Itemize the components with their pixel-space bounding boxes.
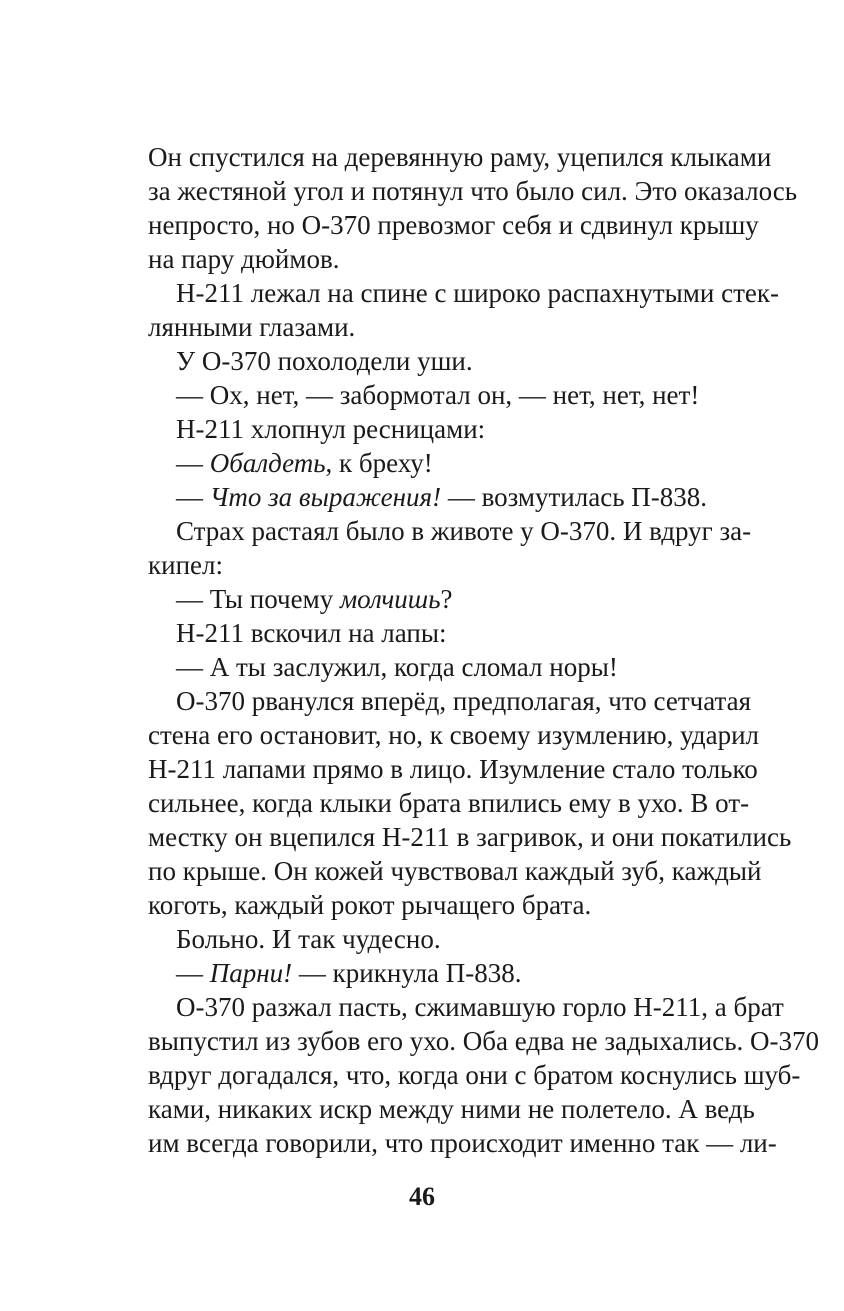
text-segment: лянными глазами. <box>148 312 356 342</box>
text-segment: по крыше. Он кожей чувствовал каждый зуб, каждый <box>148 856 762 886</box>
text-line <box>148 786 750 820</box>
text-segment: выпустил из зубов его ухо. Оба едва не задыхались. О-370 <box>148 1026 819 1056</box>
text-segment: — <box>176 482 210 512</box>
text-line <box>148 140 772 174</box>
italic-text-segment: молчишь <box>339 584 441 614</box>
text-line <box>148 276 779 310</box>
text-segment: — <box>176 958 210 988</box>
text-line <box>148 174 798 208</box>
text-line <box>148 412 485 446</box>
text-segment: Н-211 лежал на спине с широко распахнутыми стек- <box>176 278 779 308</box>
text-line <box>148 480 707 514</box>
text-segment: местку он вцепился Н-211 в загривок, и они покатились <box>148 822 792 852</box>
text-segment: кипел: <box>148 550 223 580</box>
text-segment: коготь, каждый рокот рычащего брата. <box>148 890 592 920</box>
text-line <box>148 514 752 548</box>
text-segment: О-370 рванулся вперёд, предполагая, что сетчатая <box>176 686 752 716</box>
text-line <box>148 208 759 242</box>
text-line <box>148 344 473 378</box>
text-segment: Он спустился на деревянную раму, уцепился клыками <box>148 142 772 172</box>
text-segment: Страх растаял было в животе у О-370. И вдруг за- <box>176 516 752 546</box>
text-line <box>148 446 433 480</box>
text-line <box>148 922 441 956</box>
text-line <box>148 1058 801 1092</box>
text-line <box>148 990 784 1024</box>
italic-text-segment: Парни! <box>209 958 293 988</box>
text-segment: У О-370 похолодели уши. <box>176 346 473 376</box>
text-line <box>148 1024 819 1058</box>
text-segment: — <box>176 448 210 478</box>
text-segment: О-370 разжал пасть, сжимавшую горло Н-211, а брат <box>176 992 784 1022</box>
text-segment: вдруг догадался, что, когда они с братом коснулись шуб- <box>148 1060 801 1090</box>
text-segment: — А ты заслужил, когда сломал норы! <box>176 652 618 682</box>
text-segment: за жестяной угол и потянул что было сил. Это оказалось <box>148 176 798 206</box>
text-line <box>148 888 591 922</box>
text-line <box>148 752 758 786</box>
page-number: 46 <box>409 1182 435 1211</box>
text-segment: им всегда говорили, что происходит именно так — ли- <box>148 1128 777 1158</box>
text-segment: Н-211 вскочил на лапы: <box>176 618 447 648</box>
text-segment: — Ты почему <box>176 584 340 614</box>
italic-text-segment: Что за выражения! <box>209 482 442 512</box>
text-line <box>148 1092 755 1126</box>
text-segment: — крикнула П-838. <box>292 958 522 988</box>
text-line <box>148 378 699 412</box>
text-segment: — Ох, нет, — забормотал он, — нет, нет, нет! <box>176 380 700 410</box>
text-segment: — возмутилась П-838. <box>441 482 708 512</box>
text-segment: непросто, но О-370 превозмог себя и сдвинул крышу <box>148 210 759 240</box>
text-line <box>148 310 355 344</box>
text-segment: ? <box>440 584 453 614</box>
text-segment: Н-211 лапами прямо в лицо. Изумление стало только <box>148 754 758 784</box>
text-line <box>148 242 339 276</box>
text-line <box>148 718 760 752</box>
text-segment: ками, никаких искр между ними не полетело. А ведь <box>148 1094 755 1124</box>
text-line <box>148 854 762 888</box>
text-line <box>148 956 522 990</box>
text-segment: Больно. И так чудесно. <box>176 924 441 954</box>
italic-text-segment: Обалдеть <box>209 448 326 478</box>
text-segment: стена его остановит, но, к своему изумлению, ударил <box>148 720 760 750</box>
text-line <box>148 1126 777 1160</box>
text-line <box>148 582 452 616</box>
text-line <box>148 616 447 650</box>
text-segment: Н-211 хлопнул ресницами: <box>176 414 486 444</box>
text-segment: на пару дюймов. <box>148 244 340 274</box>
text-segment: сильнее, когда клыки брата впились ему в ухо. В от- <box>148 788 750 818</box>
text-line <box>148 650 618 684</box>
text-segment: , к бреху! <box>325 448 433 478</box>
text-line <box>148 684 752 718</box>
text-line <box>148 548 223 582</box>
text-line <box>148 820 792 854</box>
